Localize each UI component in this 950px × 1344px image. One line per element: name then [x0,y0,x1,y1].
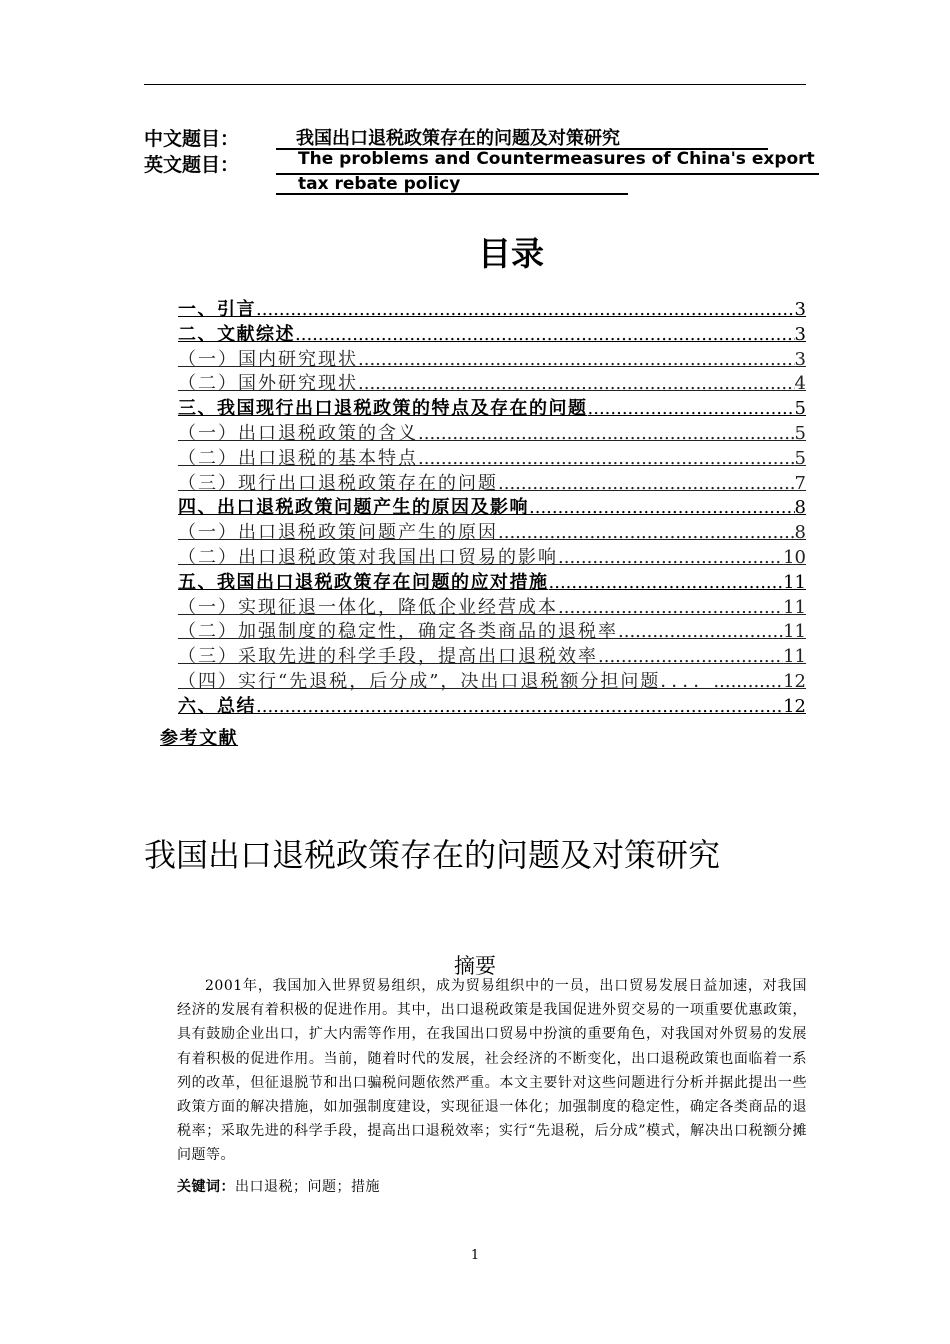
toc-entry-title: （一）国内研究现状 [178,348,358,370]
keywords-value: 出口退税；问题；措施 [235,1179,380,1195]
toc-entry-title: 二、文献综述 [178,323,295,345]
toc-entry-title: 三、我国现行出口退税政策的特点及存在的问题 [178,398,588,420]
document-main-title: 我国出口退税政策存在的问题及对策研究 [144,836,721,874]
keywords-line [177,1176,380,1196]
toc-entry-page: 5 [794,398,806,420]
toc-entry[interactable] [178,620,806,645]
toc-entry[interactable] [178,645,806,670]
toc-entry[interactable] [178,298,806,323]
toc-entry-title: （一）出口退税政策问题产生的原因 [178,522,498,544]
toc-entry-page: 5 [794,447,806,469]
toc-entry[interactable] [178,323,806,348]
toc-entry-page: 11 [783,646,806,668]
en-title-line2: tax rebate policy [298,174,461,194]
toc-entry[interactable] [178,521,806,546]
page-number: 1 [470,1248,480,1263]
toc-entry-page: 11 [783,596,806,618]
toc-dot-leader [713,670,783,695]
toc-entry-title: （三）采取先进的科学手段，提高出口退税效率 [178,646,598,668]
toc-entry[interactable] [178,348,806,373]
cn-title-label: 中文题目： [144,128,240,150]
toc-entry[interactable] [178,472,806,497]
toc-dot-leader [418,422,795,447]
toc-entry[interactable] [178,670,806,695]
toc-entry-page: 7 [794,472,806,494]
toc-dot-leader [418,447,795,472]
toc-dot-leader [498,521,795,546]
toc-entry-page: 3 [794,299,806,320]
toc-entry-page: 5 [794,422,806,444]
toc-entry-title: 四、出口退税政策问题产生的原因及影响 [178,497,529,519]
table-of-contents [178,298,806,720]
toc-dot-leader [549,571,784,596]
en-title-label: 英文题目： [144,154,240,176]
toc-entry-page: 11 [783,571,806,593]
toc-entry[interactable] [178,596,806,621]
toc-entry-title: （二）出口退税政策对我国出口贸易的影响 [178,546,558,568]
toc-entry[interactable] [178,496,806,521]
toc-references-link[interactable]: 参考文献 [160,728,238,749]
toc-entry-page: 3 [794,323,806,345]
toc-entry-page: 3 [794,348,806,370]
toc-entry-page: 10 [783,546,806,568]
toc-entry-title: （四）实行“先退税，后分成”，决出口退税额分担问题．．．． [178,670,714,692]
toc-entry-title: （三）现行出口退税政策存在的问题 [178,472,498,494]
en-title-underline-2 [276,193,628,195]
toc-entry-page: 4 [794,373,806,395]
toc-dot-leader [295,323,795,348]
toc-dot-leader [498,472,795,497]
toc-dot-leader [618,620,783,645]
toc-entry-page: 8 [794,497,806,519]
header-rule [144,84,806,85]
toc-entry-title: 五、我国出口退税政策存在问题的应对措施 [178,571,549,593]
toc-entry-title: （二）出口退税的基本特点 [178,447,418,469]
toc-entry-title: 六、总结 [178,695,256,717]
toc-entry-page: 11 [783,621,806,643]
toc-entry-title: （二）加强制度的稳定性，确定各类商品的退税率 [178,621,618,643]
toc-entry-title: 一、引言 [178,299,256,320]
toc-dot-leader [529,496,795,521]
toc-dot-leader [256,298,795,323]
toc-dot-leader [558,596,783,621]
abstract-text: 2001年，我国加入世界贸易组织，成为贸易组织中的一员，出口贸易发展日益加速，对我国经济的发展有着积极的促进作用。其中，出口退税政策是我国促进外贸交易的一项重要优惠政策，具有鼓励企业出口，扩大内需等作用，在我国出口贸易中扮演的重要角色，对我国对外贸易的发展有着积极的促进作用。当前，随着时代的发展，社会经济的不断变化，出口退税政策也面临着一系列的改革，但征退脱节和出口骗税问题依然严重。本文主要针对这些问题进行分析并据此提出一些政策方面的解决措施，如加强制度建设，实现征退一体化；加强制度的稳定性，确定各类商品的退税率；采取先进的科学手段，提高出口退税效率；实行“先退税，后分成”模式，解决出口税额分摊问题等。 [177,978,807,1164]
toc-dot-leader [588,397,795,422]
toc-dot-leader [358,348,795,373]
toc-entry[interactable] [178,447,806,472]
toc-entry[interactable] [178,571,806,596]
toc-entry-title: （二）国外研究现状 [178,373,358,395]
toc-entry[interactable] [178,546,806,571]
toc-entry[interactable] [178,695,806,720]
toc-entry-page: 12 [783,695,806,717]
cn-title-value: 我国出口退税政策存在的问题及对策研究 [296,128,620,149]
en-title-line1: The problems and Countermeasures of China's export [298,149,815,169]
toc-entry[interactable] [178,422,806,447]
toc-dot-leader [598,645,783,670]
toc-dot-leader [358,372,795,397]
toc-entry-title: （一）实现征退一体化，降低企业经营成本 [178,596,558,618]
abstract-heading: 摘要 [454,954,496,978]
toc-dot-leader [256,695,783,720]
toc-entry-page: 12 [783,670,806,692]
keywords-label: 关键词： [177,1179,235,1195]
toc-entry[interactable] [178,397,806,422]
toc-dot-leader [558,546,783,571]
toc-heading: 目录 [478,234,544,273]
toc-entry[interactable] [178,372,806,397]
toc-entry-page: 8 [794,522,806,544]
toc-entry-title: （一）出口退税政策的含义 [178,422,418,444]
